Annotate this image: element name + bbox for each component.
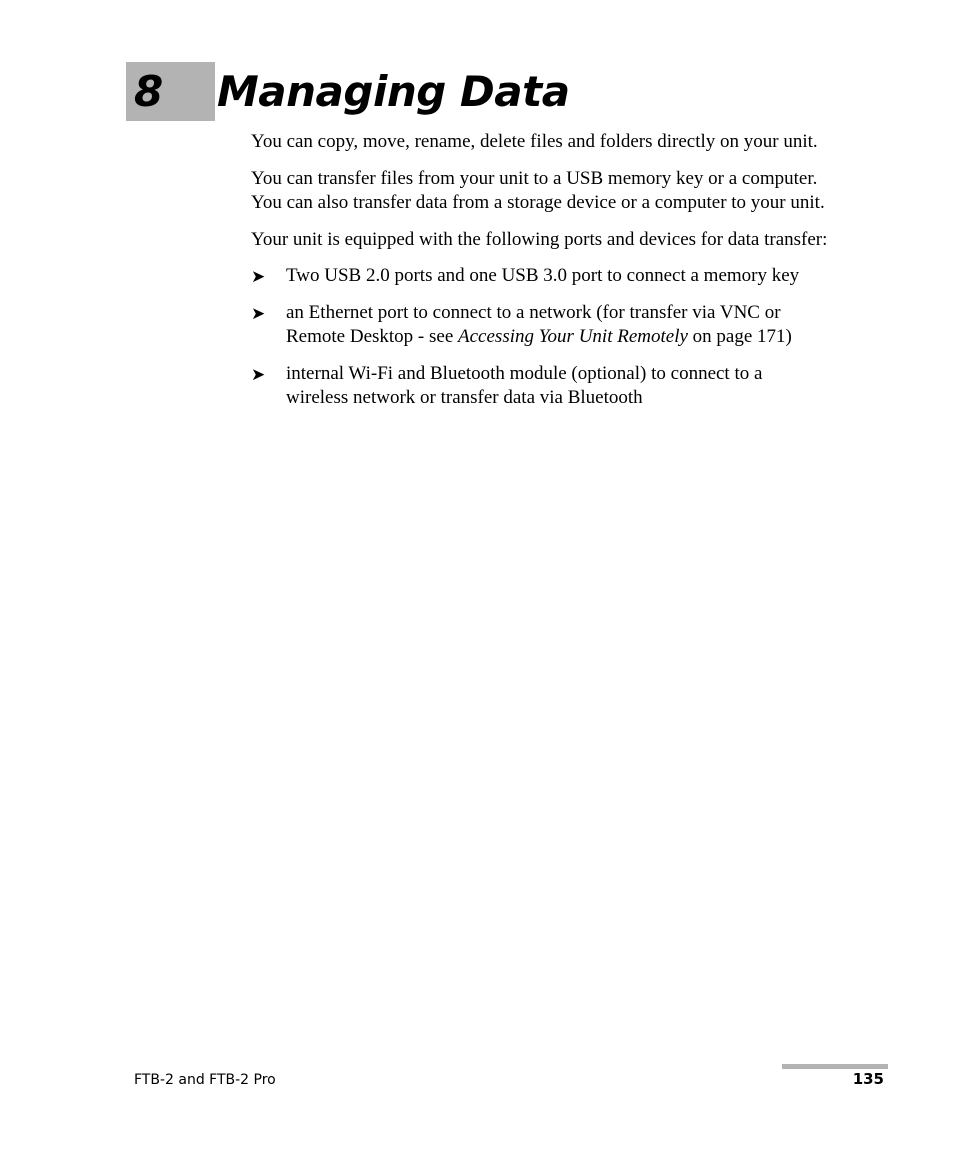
paragraph-line: Your unit is equipped with the following ports and devices for data transfer: — [251, 228, 828, 250]
list-item-text-before-link: Remote Desktop - see — [286, 326, 459, 347]
paragraph-intro — [251, 130, 901, 155]
list-item — [251, 301, 901, 350]
list-item-text: an Ethernet port to connect to a network (for transfer via VNC or — [286, 301, 781, 323]
footer-rule — [782, 1064, 888, 1069]
list-item-text: internal Wi-Fi and Bluetooth module (optional) to connect to a — [286, 362, 763, 384]
page-number: 135 — [852, 1070, 884, 1088]
list-item-text-after-link: on page 171) — [687, 326, 792, 347]
list-item — [251, 362, 901, 411]
paragraph-ports — [251, 228, 901, 253]
bullet-arrow-icon: ➤ — [251, 364, 266, 385]
paragraph-line: You can transfer files from your unit to a USB memory key or a computer. — [251, 167, 818, 189]
list-item-text: Two USB 2.0 ports and one USB 3.0 port to connect a memory key — [286, 265, 800, 286]
body-text — [251, 130, 901, 423]
bullet-arrow-icon: ➤ — [251, 267, 266, 287]
paragraph-line: You can copy, move, rename, delete files and folders directly on your unit. — [251, 131, 818, 152]
list-item — [251, 264, 901, 289]
ports-list — [251, 264, 901, 411]
cross-reference-link[interactable]: Accessing Your Unit Remotely — [458, 326, 688, 347]
paragraph-transfer — [251, 167, 901, 216]
bullet-arrow-icon: ➤ — [251, 303, 266, 324]
chapter-number: 8 — [134, 67, 164, 116]
list-item-text-line2 — [286, 325, 901, 350]
footer-product-name: FTB-2 and FTB-2 Pro — [134, 1072, 276, 1088]
paragraph-line: You can also transfer data from a storage device or a computer to your unit. — [251, 192, 825, 213]
chapter-title: Managing Data — [217, 67, 570, 116]
list-item-text-line2: wireless network or transfer data via Bluetooth — [286, 387, 643, 408]
